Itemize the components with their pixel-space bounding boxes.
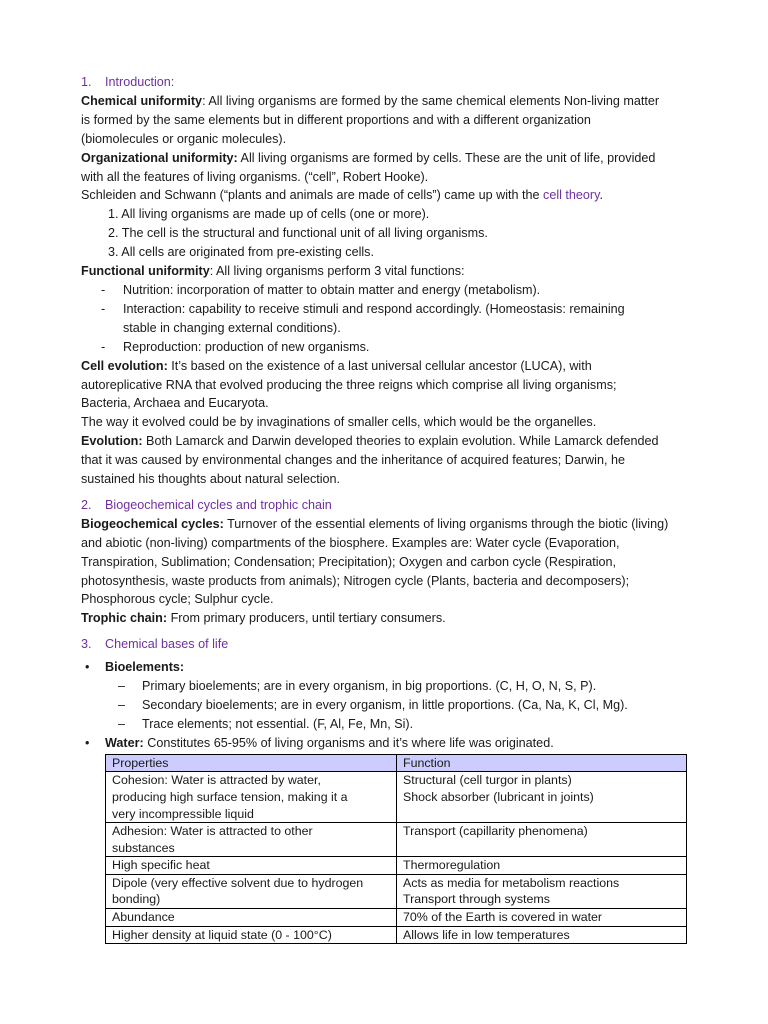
text: Both Lamarck and Darwin developed theories to explain evolution. While Lamarck defended (142, 434, 659, 449)
biogeochemical-paragraph (81, 515, 691, 534)
table-row (106, 857, 687, 875)
text-line: sustained his thoughts about natural selection. (81, 472, 341, 487)
text: Constitutes 65-95% of living organisms and it’s where life was originated. (143, 735, 554, 750)
text: Schleiden and Schwann (“plants and animals are made of cells”) came up with the (81, 188, 544, 203)
text: Trace elements; not essential. (F, Al, Fe, Mn, Si). (142, 716, 414, 731)
list-item (81, 300, 691, 319)
term-label: Evolution: (81, 434, 143, 449)
cell-line: Shock absorber (lubricant in joints) (403, 789, 594, 804)
property-cell (106, 823, 397, 857)
section-number: 2. (81, 497, 92, 512)
function-cell (397, 772, 687, 823)
term-label: Trophic chain: (81, 611, 168, 626)
list-item: 3. All cells are originated from pre-existing cells. (108, 245, 374, 260)
section-2-heading (81, 496, 691, 515)
schleiden-paragraph (81, 186, 691, 205)
function-cell (397, 823, 687, 857)
cell-line: Allows life in low temperatures (403, 927, 570, 942)
term-label: Organizational uniformity: (81, 150, 238, 165)
list-item: 2. The cell is the structural and functional unit of all living organisms. (108, 226, 488, 241)
text: Secondary bioelements; are in every organism, in little proportions. (Ca, Na, K, Cl, Mg). (142, 698, 628, 712)
dash-marker: – (118, 716, 126, 731)
functional-uniformity-paragraph (81, 262, 691, 281)
section-1-heading (81, 73, 691, 92)
function-cell (397, 857, 687, 875)
term-label: Chemical uniformity (81, 93, 203, 108)
water-bullet (81, 734, 691, 753)
text: Nutrition: incorporation of matter to obtain matter and energy (metabolism). (123, 282, 541, 297)
cell-line: Thermoregulation (403, 858, 501, 873)
text: Turnover of the essential elements of living organisms through the biotic (living) (223, 516, 669, 531)
document-content (81, 73, 691, 944)
cell-line: very incompressible liquid (112, 806, 254, 821)
dash-marker: - (101, 282, 106, 297)
property-cell (106, 926, 397, 944)
cell-line: producing high surface tension, making it a (112, 789, 348, 804)
cell-line: substances (112, 840, 175, 855)
evolution-paragraph (81, 432, 691, 451)
bioelements-bullet (81, 658, 691, 677)
list-item (81, 338, 691, 357)
section-3-heading (81, 635, 691, 654)
dash-marker: – (118, 679, 126, 694)
list-item (81, 696, 691, 715)
cell-line: Structural (cell turgor in plants) (403, 773, 572, 788)
table-row (106, 926, 687, 944)
term-label: Cell evolution: (81, 358, 168, 373)
text-line: with all the features of living organisms. (“cell”, Robert Hooke). (81, 169, 429, 184)
table-body (106, 772, 687, 944)
cell-line: bonding) (112, 892, 161, 907)
cell-line: 70% of the Earth is covered in water (403, 910, 603, 925)
term-label: Functional uniformity (81, 264, 210, 279)
cell-line: Transport (capillarity phenomena) (403, 824, 588, 839)
function-cell (397, 909, 687, 927)
term-label: Biogeochemical cycles: (81, 516, 224, 531)
text: From primary producers, until tertiary consumers. (167, 611, 446, 626)
dash-marker: - (101, 339, 106, 354)
table-header-row (106, 754, 687, 772)
cell-evolution-paragraph (81, 357, 691, 376)
function-cell (397, 874, 687, 908)
text-line: and abiotic (non-living) compartments of the biosphere. Examples are: Water cycle (Evaporation, (81, 535, 620, 550)
property-cell (106, 909, 397, 927)
chemical-uniformity-paragraph (81, 92, 691, 111)
function-cell (397, 926, 687, 944)
text: . (599, 188, 603, 203)
term-label: Water: (105, 735, 144, 750)
section-title: Biogeochemical cycles and trophic chain (105, 497, 332, 512)
text-line: Bacteria, Archaea and Eucaryota. (81, 396, 269, 411)
list-item (81, 715, 691, 734)
cell-line: Acts as media for metabolism reactions (403, 875, 620, 890)
dash-marker: – (118, 698, 126, 712)
cell-line: Dipole (very effective solvent due to hydrogen (112, 875, 364, 890)
cell-line: Higher density at liquid state (0 - 100°C) (112, 927, 332, 942)
column-header: Function (397, 754, 687, 772)
bullet-marker: • (85, 660, 90, 675)
cell-line: Cohesion: Water is attracted by water, (112, 773, 321, 788)
list-item (81, 281, 691, 300)
column-header: Properties (106, 754, 397, 772)
text: Primary bioelements; are in every organism, in big proportions. (C, H, O, N, S, P). (142, 679, 597, 694)
text: It’s based on the existence of a last universal cellular ancestor (LUCA), with (167, 358, 592, 373)
cell-theory-term: cell theory (543, 188, 600, 203)
list-item-continuation (81, 319, 691, 338)
text-line: autoreplicative RNA that evolved producing the three reigns which comprise all living organisms; (81, 377, 617, 392)
bullet-marker: • (85, 735, 90, 750)
table-row (106, 772, 687, 823)
text: Reproduction: production of new organisms. (123, 339, 370, 354)
text-line: Transpiration, Sublimation; Condensation; Precipitation); Oxygen and carbon cycle (Respiration, (81, 554, 617, 569)
text-line: is formed by the same elements but in different proportions and with a different organization (81, 112, 591, 127)
table-row (106, 909, 687, 927)
property-cell (106, 857, 397, 875)
trophic-chain-paragraph (81, 609, 691, 628)
list-item: 1. All living organisms are made up of cells (one or more). (108, 207, 430, 222)
text-line: The way it evolved could be by invaginations of smaller cells, which would be the organelles. (81, 415, 597, 430)
text: Interaction: capability to receive stimuli and respond accordingly. (Homeostasis: remaining (123, 301, 625, 316)
text: : All living organisms perform 3 vital functions: (209, 264, 465, 279)
organizational-uniformity-paragraph (81, 149, 691, 168)
section-number: 3. (81, 637, 92, 652)
cell-line: High specific heat (112, 858, 210, 873)
table-row (106, 823, 687, 857)
property-cell (106, 772, 397, 823)
cell-line: Transport through systems (403, 892, 550, 907)
water-properties-table (105, 754, 687, 945)
text: stable in changing external conditions). (123, 320, 341, 335)
text-line: photosynthesis, waste products from animals); Nitrogen cycle (Plants, bacteria and decomposers); (81, 573, 630, 588)
text: : All living organisms are formed by the same chemical elements Non-living matter (202, 93, 660, 108)
text-line: that it was caused by environmental changes and the inheritance of acquired features; Darwin, he (81, 453, 625, 468)
text: All living organisms are formed by cells. These are the unit of life, provided (237, 150, 656, 165)
section-title: Introduction: (105, 75, 175, 89)
dash-marker: - (101, 301, 106, 316)
term-label: Bioelements: (105, 660, 185, 675)
section-number: 1. (81, 75, 92, 89)
section-title: Chemical bases of life (105, 637, 229, 652)
cell-line: Abundance (112, 910, 175, 925)
text-line: (biomolecules or organic molecules). (81, 131, 287, 146)
cell-line: Adhesion: Water is attracted to other (112, 824, 313, 839)
text-line: Phosphorous cycle; Sulphur cycle. (81, 592, 274, 607)
table-row (106, 874, 687, 908)
list-item (81, 677, 691, 696)
property-cell (106, 874, 397, 908)
